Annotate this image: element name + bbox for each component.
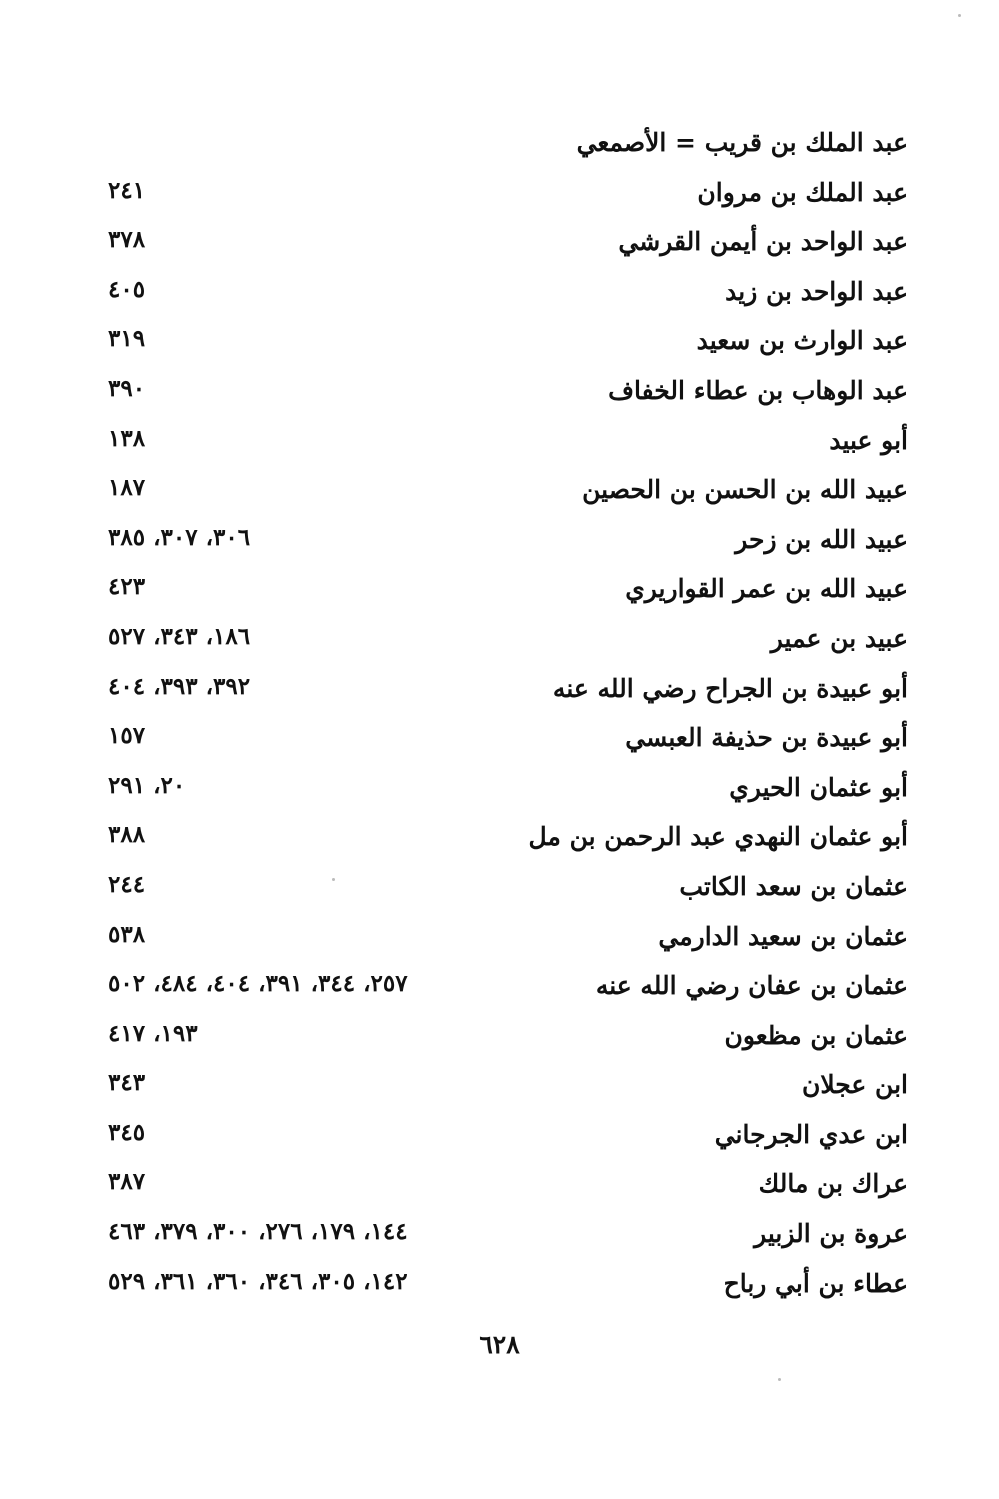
scan-speck bbox=[778, 1378, 781, 1381]
index-entry bbox=[100, 664, 908, 714]
entry-name: عبد الوارث بن سعيد bbox=[696, 326, 908, 356]
entry-name: أبو عثمان الحيري bbox=[729, 772, 908, 802]
index-entry bbox=[100, 564, 908, 614]
entry-name: ابن عدي الجرجاني bbox=[714, 1119, 908, 1149]
index-entry bbox=[100, 1159, 908, 1209]
entry-pages: ١٩٣، ٤١٧ bbox=[108, 1019, 198, 1047]
index-entry bbox=[100, 1259, 908, 1309]
scan-speck bbox=[958, 14, 961, 17]
index-entry bbox=[100, 366, 908, 416]
entry-name: عثمان بن سعد الكاتب bbox=[679, 871, 908, 901]
index-entry bbox=[100, 1110, 908, 1160]
entry-pages: ٣٩٠ bbox=[108, 374, 146, 402]
entry-pages: ٣٨٨ bbox=[108, 821, 146, 849]
entry-pages: ٣٤٥ bbox=[108, 1118, 146, 1146]
entry-name: أبو عبيد bbox=[829, 425, 908, 455]
entry-name: عراك بن مالك bbox=[758, 1169, 908, 1199]
entry-name: عبد الواحد بن أيمن القرشي bbox=[618, 227, 908, 257]
entry-pages: ٤٢٣ bbox=[108, 573, 146, 601]
entry-name: عطاء بن أبي رباح bbox=[723, 1268, 908, 1298]
entry-name: عبيد الله بن الحسن بن الحصين bbox=[582, 475, 908, 505]
index-entry bbox=[100, 168, 908, 218]
entry-pages: ٣٤٣ bbox=[108, 1069, 146, 1097]
entry-pages: ١٤٤، ١٧٩، ٢٧٦، ٣٠٠، ٣٧٩، ٤٦٣ bbox=[108, 1218, 408, 1246]
entry-pages: ٣١٩ bbox=[108, 325, 146, 353]
entry-pages: ٣٨٧ bbox=[108, 1168, 146, 1196]
entry-pages: ٢٤١ bbox=[108, 176, 146, 204]
index-entry bbox=[100, 812, 908, 862]
index-entry bbox=[100, 1060, 908, 1110]
index-entry bbox=[100, 1209, 908, 1259]
entry-name: أبو عبيدة بن الجراح رضي الله عنه bbox=[552, 673, 908, 703]
index-entry bbox=[100, 614, 908, 664]
index-entry bbox=[100, 961, 908, 1011]
entry-name: عثمان بن مظعون bbox=[724, 1020, 908, 1050]
index-entry bbox=[100, 713, 908, 763]
entry-pages: ١٥٧ bbox=[108, 722, 146, 750]
entry-name: أبو عثمان النهدي عبد الرحمن بن مل bbox=[528, 822, 908, 852]
index-entry bbox=[100, 763, 908, 813]
entry-pages: ٢٤٤ bbox=[108, 870, 146, 898]
index-entry bbox=[100, 1011, 908, 1061]
index-entry bbox=[100, 862, 908, 912]
entry-name: عبيد الله بن عمر القواريري bbox=[625, 574, 908, 604]
entry-pages: ٣٠٦، ٣٠٧، ٣٨٥ bbox=[108, 523, 251, 551]
entry-pages: ١٣٨ bbox=[108, 424, 146, 452]
index-entry bbox=[100, 217, 908, 267]
entry-pages: ٢٥٧، ٣٤٤، ٣٩١، ٤٠٤، ٤٨٤، ٥٠٢ bbox=[108, 970, 408, 998]
entry-name: عبد الملك بن مروان bbox=[697, 177, 908, 207]
index-entry bbox=[100, 465, 908, 515]
entry-pages: ٣٧٨ bbox=[108, 226, 146, 254]
name-index-list bbox=[100, 118, 908, 1308]
index-entry bbox=[100, 118, 908, 168]
entry-pages: ٥٣٨ bbox=[108, 920, 146, 948]
entry-name: عبد الملك بن قريب = الأصمعي bbox=[576, 128, 908, 157]
entry-name: ابن عجلان bbox=[802, 1070, 908, 1100]
page-number: ٦٢٨ bbox=[479, 1330, 520, 1359]
entry-pages: ١٨٧ bbox=[108, 474, 146, 502]
entry-name: عثمان بن سعيد الدارمي bbox=[658, 921, 908, 951]
entry-pages: ٢٠، ٢٩١ bbox=[108, 771, 186, 799]
scan-speck bbox=[332, 878, 335, 881]
entry-pages: ١٤٢، ٣٠٥، ٣٤٦، ٣٦٠، ٣٦١، ٥٢٩ bbox=[108, 1267, 408, 1295]
entry-name: عبيد الله بن زحر bbox=[735, 524, 908, 554]
entry-name: عروة بن الزبير bbox=[754, 1219, 908, 1249]
index-entry bbox=[100, 515, 908, 565]
entry-pages: ١٨٦، ٣٤٣، ٥٢٧ bbox=[108, 622, 251, 650]
index-entry bbox=[100, 912, 908, 962]
entry-name: أبو عبيدة بن حذيفة العبسي bbox=[625, 723, 908, 753]
entry-name: عبيد بن عمير bbox=[770, 623, 908, 653]
entry-name: عبد الوهاب بن عطاء الخفاف bbox=[608, 375, 908, 405]
index-entry bbox=[100, 267, 908, 317]
entry-pages: ٣٩٢، ٣٩٣، ٤٠٤ bbox=[108, 672, 251, 700]
entry-name: عثمان بن عفان رضي الله عنه bbox=[595, 971, 908, 1001]
entry-pages: ٤٠٥ bbox=[108, 275, 146, 303]
index-entry bbox=[100, 416, 908, 466]
entry-name: عبد الواحد بن زيد bbox=[725, 276, 908, 306]
index-entry bbox=[100, 316, 908, 366]
